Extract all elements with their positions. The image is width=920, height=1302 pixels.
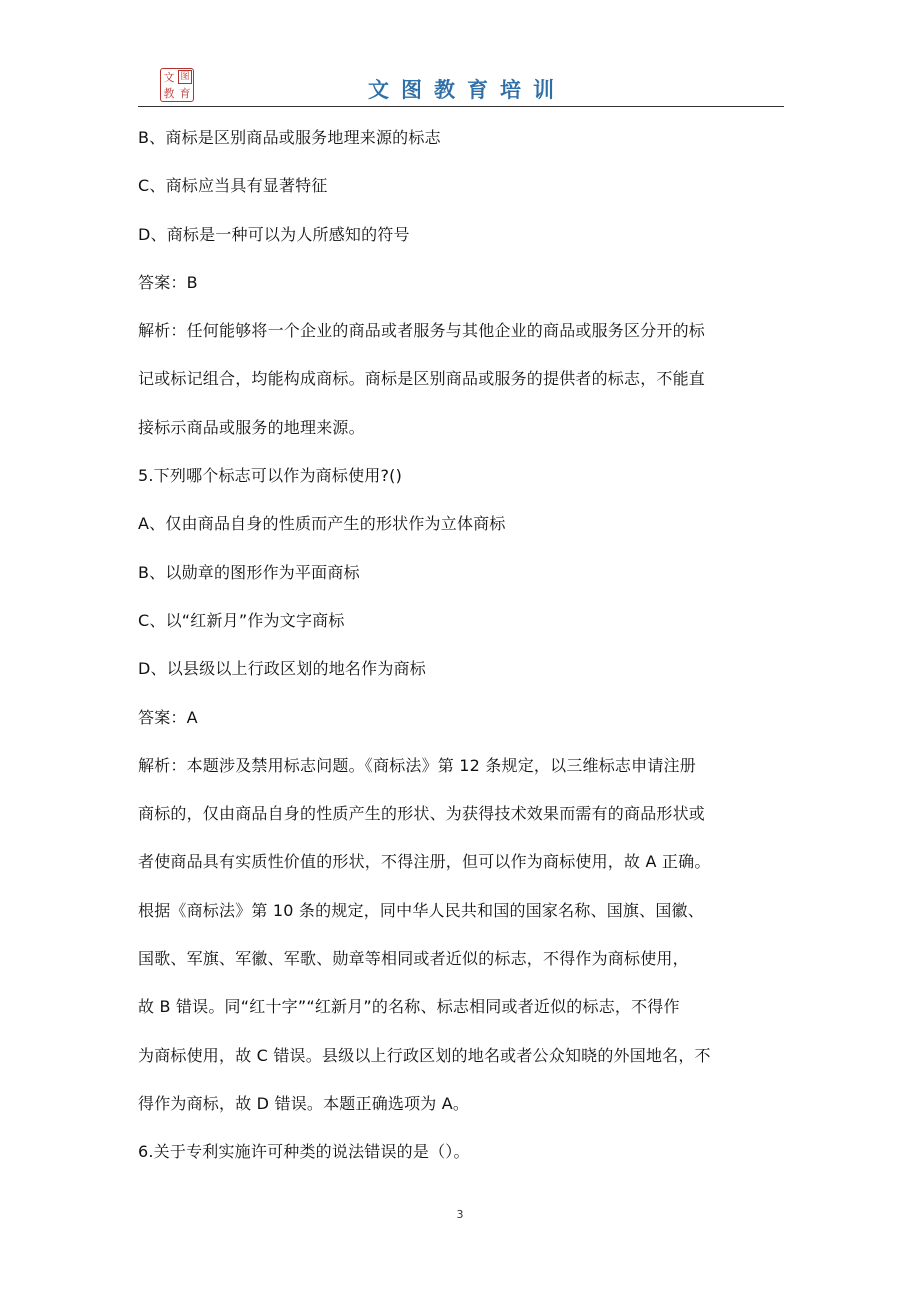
text-line: 5.下列哪个标志可以作为商标使用?() — [138, 466, 403, 486]
text-line: 解析：任何能够将一个企业的商品或者服务与其他企业的商品或服务区分开的标 — [138, 321, 706, 341]
text-line: 6.关于专利实施许可种类的说法错误的是（）。 — [138, 1142, 470, 1162]
text-line: C、商标应当具有显著特征 — [138, 176, 328, 196]
header-title: 文图教育培训 — [368, 77, 566, 102]
document-body — [138, 114, 798, 1177]
text-line: D、商标是一种可以为人所感知的符号 — [138, 224, 410, 244]
text-line: 接标示商品或服务的地理来源。 — [138, 417, 365, 437]
logo-char: 文 — [163, 70, 175, 84]
logo-char: 育 — [179, 86, 191, 100]
text-line: 答案：A — [138, 707, 198, 727]
page-number: 3 — [456, 1208, 464, 1221]
text-line: B、商标是区别商品或服务地理来源的标志 — [138, 128, 441, 147]
text-line: 商标的，仅由商品自身的性质产生的形状、为获得技术效果而需有的商品形状或 — [138, 804, 706, 824]
text-line: D、以县级以上行政区划的地名作为商标 — [138, 659, 426, 679]
logo-char: 图 — [178, 70, 192, 84]
text-line: 者使商品具有实质性价值的形状，不得注册，但可以作为商标使用，故 A 正确。 — [138, 852, 711, 872]
text-line: A、仅由商品自身的性质而产生的形状作为立体商标 — [138, 514, 506, 534]
header-divider — [138, 106, 784, 107]
text-line: 故 B 错误。同“红十字”“红新月”的名称、标志相同或者近似的标志，不得作 — [138, 997, 680, 1017]
page-header — [138, 66, 784, 108]
text-line: 答案：B — [138, 272, 198, 292]
text-line: 为商标使用，故 C 错误。县级以上行政区划的地名或者公众知晓的外国地名，不 — [138, 1045, 711, 1065]
text-line: 解析：本题涉及禁用标志问题。《商标法》第 12 条规定，以三维标志申请注册 — [138, 755, 696, 775]
logo-char: 教 — [163, 86, 175, 100]
text-line: B、以勋章的图形作为平面商标 — [138, 562, 360, 582]
text-line: 国歌、军旗、军徽、军歌、勋章等相同或者近似的标志，不得作为商标使用， — [138, 949, 689, 969]
text-line: C、以“红新月”作为文字商标 — [138, 610, 345, 630]
text-line: 记或标记组合，均能构成商标。商标是区别商品或服务的提供者的标志，不能直 — [138, 369, 706, 389]
text-line: 根据《商标法》第 10 条的规定，同中华人民共和国的国家名称、国旗、国徽、 — [138, 900, 704, 920]
text-line: 得作为商标，故 D 错误。本题正确选项为 A。 — [138, 1093, 470, 1113]
